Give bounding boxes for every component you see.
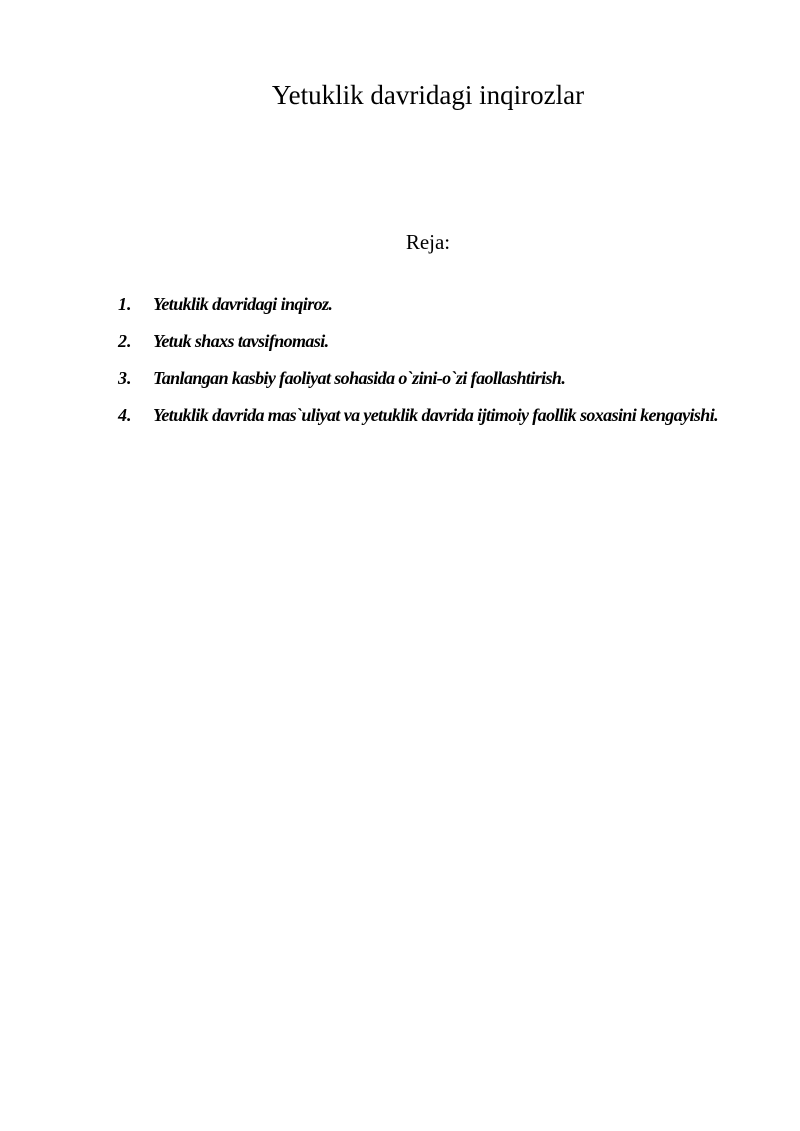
plan-item-3	[118, 360, 742, 397]
document-title: Yetuklik davridagi inqirozlar	[271, 80, 585, 110]
plan-item-4	[118, 397, 742, 434]
plan-item-2	[118, 323, 742, 360]
plan-item-number: 2.	[118, 331, 132, 351]
plan-item-text: Yetuk shaxs tavsifnomasi.	[153, 331, 329, 351]
plan-item-text: Tanlangan kasbiy faoliyat sohasida o`zini-o`zi faollashtirish.	[153, 368, 566, 388]
plan-item-text: Yetuklik davrida mas`uliyat va yetuklik davrida ijtimoiy faollik soxasini kengayishi.	[153, 405, 718, 425]
plan-item-text: Yetuklik davridagi inqiroz.	[153, 294, 333, 314]
plan-item-number: 4.	[118, 405, 132, 425]
plan-item-number: 1.	[118, 294, 132, 314]
plan-heading: Reja:	[405, 230, 451, 254]
plan-item-number: 3.	[118, 368, 132, 388]
plan-item-1	[118, 286, 742, 323]
plan-list	[118, 286, 742, 434]
